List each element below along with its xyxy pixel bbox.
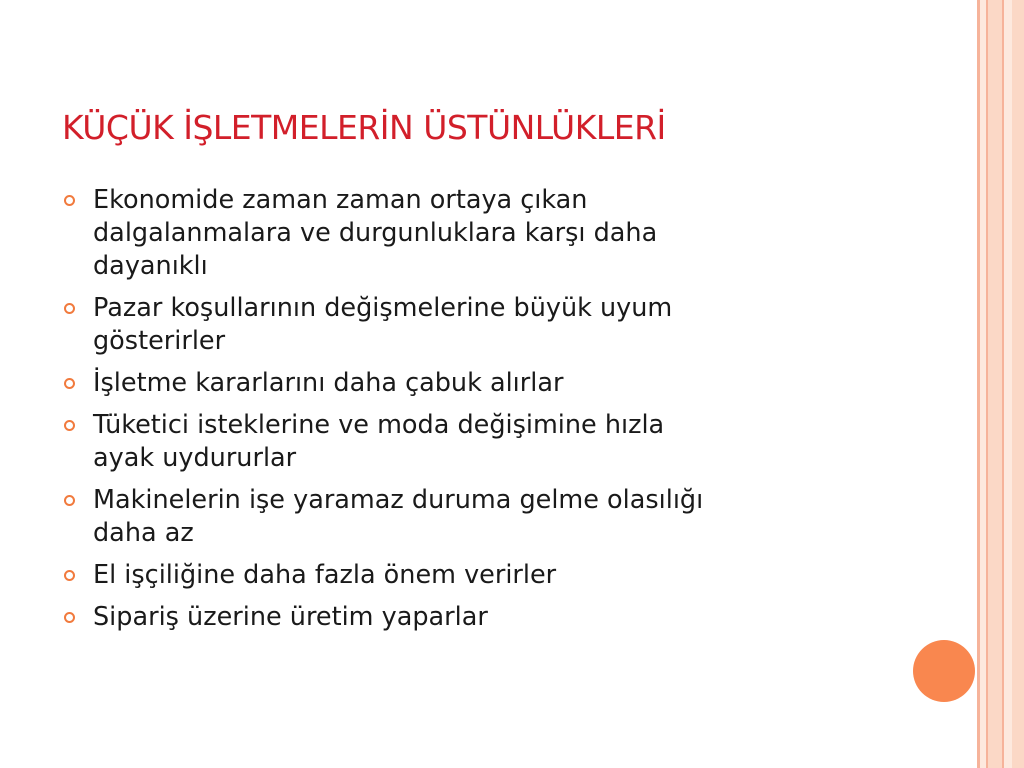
decorative-stripe xyxy=(988,0,1002,768)
bullet-text-line: El işçiliğine daha fazla önem verirler xyxy=(93,560,557,590)
bullet-circle-icon xyxy=(64,195,75,206)
bullet-text-line: İşletme kararlarını daha çabuk alırlar xyxy=(93,368,564,398)
bullet-item xyxy=(62,367,892,400)
bullet-circle-icon xyxy=(64,612,75,623)
decorative-circle xyxy=(913,640,975,702)
bullet-item xyxy=(62,559,892,592)
bullet-item xyxy=(62,601,892,634)
decorative-stripe xyxy=(1012,0,1024,768)
bullet-text-line: ayak uydururlar xyxy=(93,443,297,473)
bullet-item xyxy=(62,292,892,358)
bullet-text-line: daha az xyxy=(93,518,194,548)
bullet-circle-icon xyxy=(64,420,75,431)
bullet-item xyxy=(62,484,892,550)
bullet-item xyxy=(62,184,892,283)
bullet-circle-icon xyxy=(64,378,75,389)
bullet-text-line: Makinelerin işe yaramaz duruma gelme olasılığı xyxy=(93,485,704,515)
bullet-text-line: Pazar koşullarının değişmelerine büyük uyum xyxy=(93,293,673,323)
bullet-circle-icon xyxy=(64,303,75,314)
bullet-text-line: Sipariş üzerine üretim yaparlar xyxy=(93,602,488,632)
bullet-circle-icon xyxy=(64,570,75,581)
slide-title: KÜÇÜK İŞLETMELERİN ÜSTÜNLÜKLERİ xyxy=(62,108,666,147)
bullet-list xyxy=(62,184,892,643)
bullet-text-line: gösterirler xyxy=(93,326,226,356)
bullet-text-line: dalgalanmalara ve durgunluklara karşı daha xyxy=(93,218,658,248)
bullet-text-line: dayanıklı xyxy=(93,251,208,281)
decorative-stripe xyxy=(1004,0,1012,768)
bullet-circle-icon xyxy=(64,495,75,506)
bullet-text-line: Tüketici isteklerine ve moda değişimine hızla xyxy=(93,410,665,440)
bullet-text-line: Ekonomide zaman zaman ortaya çıkan xyxy=(93,185,588,215)
bullet-item xyxy=(62,409,892,475)
